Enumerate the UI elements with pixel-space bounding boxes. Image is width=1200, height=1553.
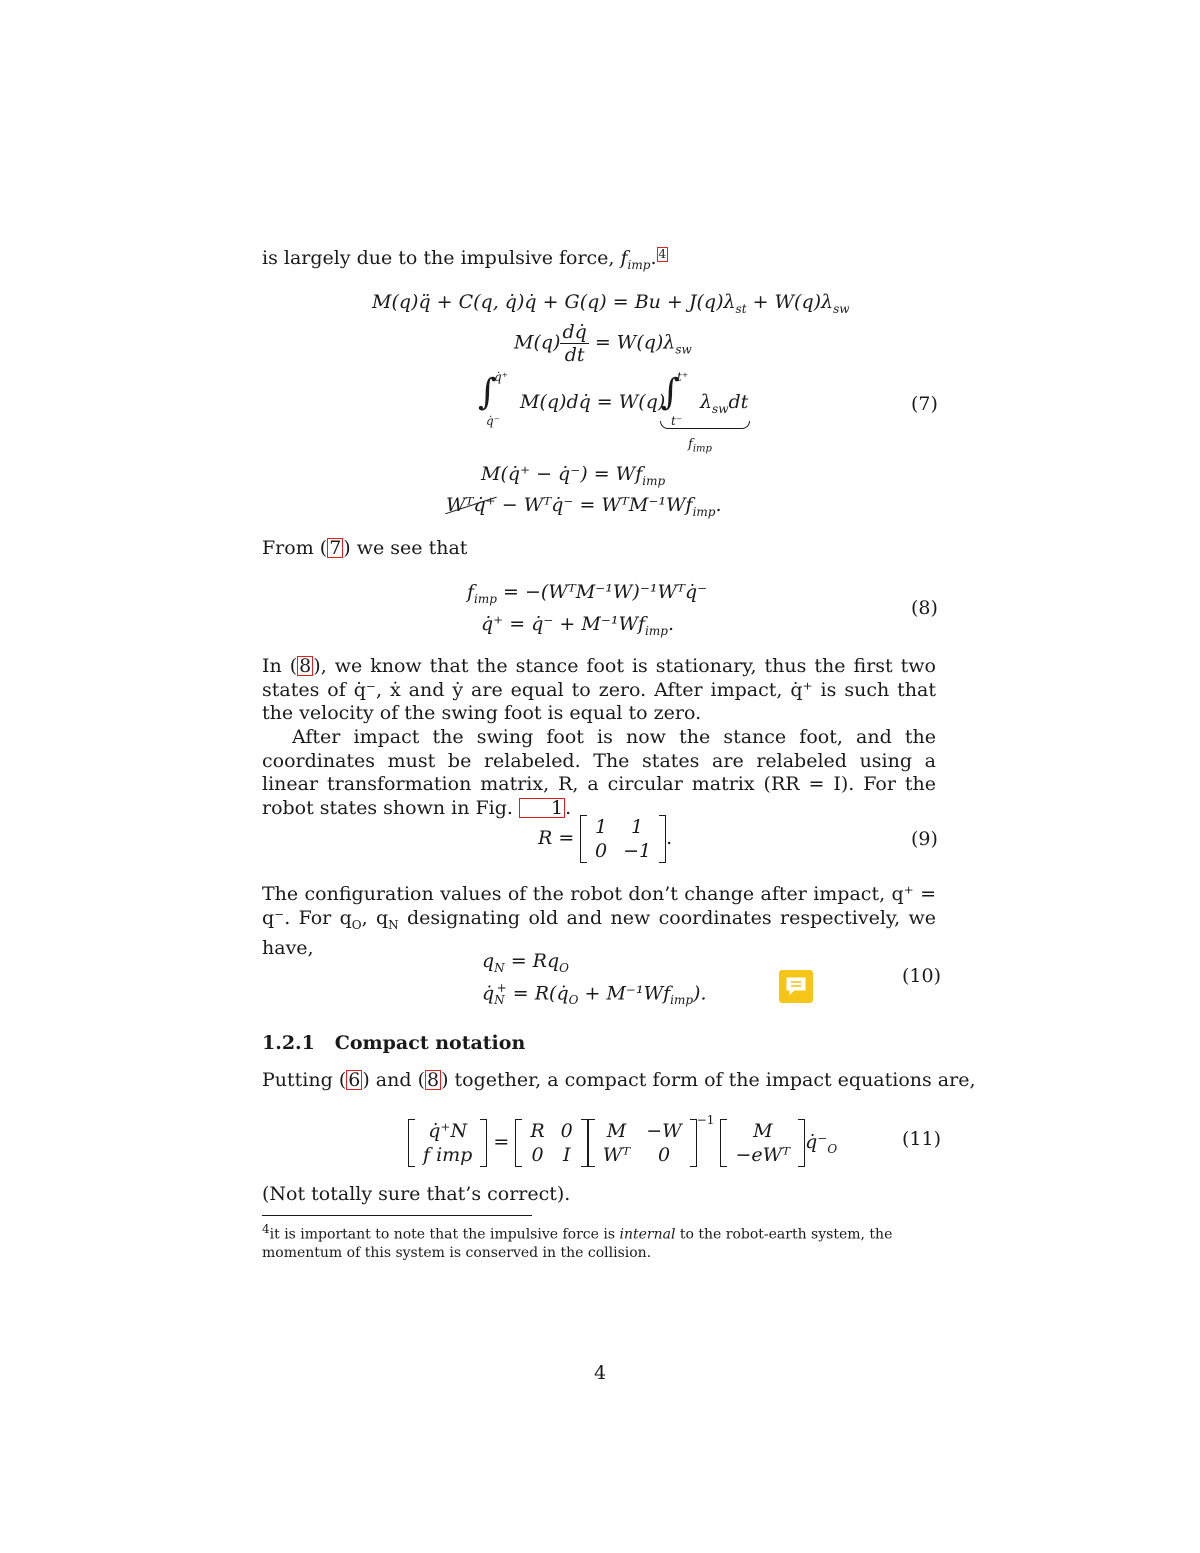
eq-ref-link[interactable]: 6 [348, 1069, 361, 1091]
section-heading: 1.2.1 Compact notation [262, 1032, 526, 1054]
eq7-line1: M(q)q̈ + C(q, q̇)q̇ + $G(q) = Bu + J(q)\lambda_{st} + W(q)\lambda_{sw}$ [372, 291, 850, 316]
comment-note-icon[interactable] [779, 970, 813, 1003]
eq9-lhs: R = [538, 827, 575, 849]
paragraph-stance-foot: In ( 8 ), we know that the stance foot is stationary, thus the first two states of q̇⁻, ẋ and ẏ are equal to zero. After impact, q̇⁺ is such that the velocity of the swing foot is equal to zero. [262, 655, 936, 724]
eq8-line1: $f_{imp}$ = −(WᵀM⁻¹W)⁻¹Wᵀq̇⁻ [467, 581, 708, 606]
eq8-number: (8) [911, 597, 938, 619]
eq8-line2: q̇⁺ = q̇⁻ + $M^{-1}Wf_{imp}$. [481, 613, 674, 638]
footnote: $^4$it is important to note that the impulsive force is internal to the robot-earth system, the momentum of this system is conserved in the collision. [262, 1222, 893, 1261]
eq11: q̇⁺N f imp = R 0 0 I M −W Wᵀ 0 $^{-1}$ M −eWᵀ $q̇^-_O$ [408, 1113, 837, 1167]
eq7-line2: M(q) $\frac{dq̇}{dt}$ = $W(q)\lambda_{sw}$ [514, 321, 692, 366]
eq7-line3-integrand: $\lambda_{sw}dt$ [700, 391, 749, 416]
brace-label: $f_{imp}$ [688, 437, 712, 455]
eq7-line3: M(q)dq̇ = W(q) [520, 391, 666, 413]
eq10-line1: $q_N = Rq_O$ [482, 950, 569, 975]
footnote-ref-link[interactable]: 4 [658, 247, 667, 261]
eq10-number: (10) [902, 965, 942, 987]
underbrace [660, 421, 750, 429]
eq7-line5: Wᵀq̇⁺ − Wᵀq̇⁻ = $WᵀM^{-1}Wf_{imp}$. [446, 494, 722, 519]
eq7-integral-2: ∫ [661, 372, 680, 413]
paragraph-note: (Not totally sure that’s correct). [262, 1183, 571, 1205]
paragraph-configuration: The configuration values of the robot don’t change after impact, q⁺ = q⁻. For $q_O$, $q_N$ designating old and new coordinates respectively, we have, [262, 883, 937, 959]
eq7-integral-1: ∫ [478, 372, 497, 413]
paragraph-relabel: After impact the swing foot is now the stance foot, and the coordinates must be relabeled. The states are relabeled using a linear transformation matrix, R, a circular matrix (RR = I). For the robot states shown in Fig. 1 . [262, 726, 936, 819]
eq-ref-link[interactable]: 8 [299, 655, 312, 677]
from-line: From ( 7 ) we see that [262, 537, 468, 559]
eq-ref-link[interactable]: 8 [426, 1069, 440, 1091]
page-number: 4 [594, 1362, 607, 1384]
figure-ref-link[interactable]: 1 [519, 798, 565, 818]
eq7-number: (7) [911, 393, 938, 415]
eq10-line2: $q̇_N^+$ = $R(q̇_O + M^{-1}Wf_{imp})$. [482, 981, 707, 1008]
eq11-number: (11) [902, 1128, 942, 1150]
eq9-matrix: 1 1 0 −1 . [580, 815, 672, 863]
footnote-rule [262, 1215, 532, 1216]
paragraph-compact: Putting ( 6 ) and ( 8 ) together, a compact form of the impact equations are, [262, 1069, 976, 1091]
eq7-line4: M(q̇⁺ − q̇⁻) = $Wf_{imp}$ [481, 463, 666, 488]
eq9-number: (9) [911, 828, 938, 850]
intro-line: is largely due to the impulsive force, $f_{imp}$. 4 [262, 247, 667, 272]
eq-ref-link[interactable]: 7 [329, 537, 342, 559]
